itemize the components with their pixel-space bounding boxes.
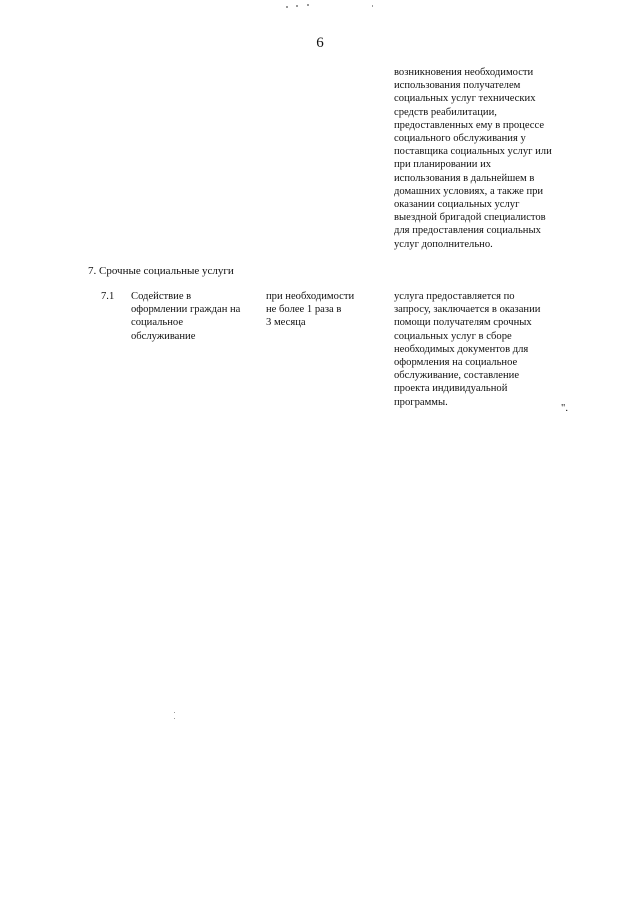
service-name-line: обслуживание xyxy=(131,330,196,342)
service-description-line: социальных услуг в сборе xyxy=(394,330,512,342)
scan-artifact xyxy=(174,712,175,713)
service-description-line: запросу, заключается в оказании xyxy=(394,304,541,316)
continued-line: домашних условиях, а также при xyxy=(394,185,544,197)
scan-artifact xyxy=(372,5,373,7)
service-name-line: оформлении граждан на xyxy=(131,304,241,316)
continued-line: средств реабилитации, xyxy=(394,106,497,118)
scan-artifact xyxy=(307,4,309,6)
service-name-line: Содействие в xyxy=(131,291,192,302)
service-description xyxy=(394,290,580,409)
service-description-line: необходимых документов для xyxy=(394,343,529,355)
service-description-line: программы. xyxy=(394,396,448,408)
service-frequency-line: 3 месяца xyxy=(266,317,306,329)
continued-line: услуг дополнительно. xyxy=(394,238,493,250)
continued-line: социального обслуживания у xyxy=(394,133,526,145)
page-number: 6 xyxy=(316,35,324,51)
continued-line: выездной бригадой специалистов xyxy=(394,212,546,224)
service-description-line: проекта индивидуальной xyxy=(394,383,508,395)
continued-line: возникновения необходимости xyxy=(394,67,534,78)
service-number: 7.1 xyxy=(101,291,115,302)
service-description-line: оформления на социальное xyxy=(394,357,518,369)
continued-line: для предоставления социальных xyxy=(394,225,541,237)
scan-artifact xyxy=(174,718,175,719)
continued-line: предоставленных ему в процессе xyxy=(394,119,545,131)
service-name xyxy=(131,290,259,343)
service-name-line: социальное xyxy=(131,317,184,329)
continued-line: использования получателем xyxy=(394,80,521,92)
continued-line: поставщика социальных услуг или xyxy=(394,146,552,158)
continued-line: использования в дальнейшем в xyxy=(394,172,535,184)
service-description-line: обслуживание, составление xyxy=(394,370,520,382)
continued-line: оказании социальных услуг xyxy=(394,199,520,211)
service-description-line: помощи получателям срочных xyxy=(394,317,532,329)
continued-line: социальных услуг технических xyxy=(394,93,536,105)
service-frequency-line: не более 1 раза в xyxy=(266,304,342,316)
continued-line: при планировании их xyxy=(394,159,492,171)
scan-artifact xyxy=(286,6,288,8)
continued-description xyxy=(394,66,580,251)
closing-quote-mark: ". xyxy=(561,403,568,414)
service-frequency-line: при необходимости xyxy=(266,291,355,302)
scan-artifact xyxy=(296,5,298,7)
section-heading: 7. Срочные социальные услуги xyxy=(88,265,234,277)
service-frequency xyxy=(266,290,376,330)
service-description-line: услуга предоставляется по xyxy=(394,291,515,302)
